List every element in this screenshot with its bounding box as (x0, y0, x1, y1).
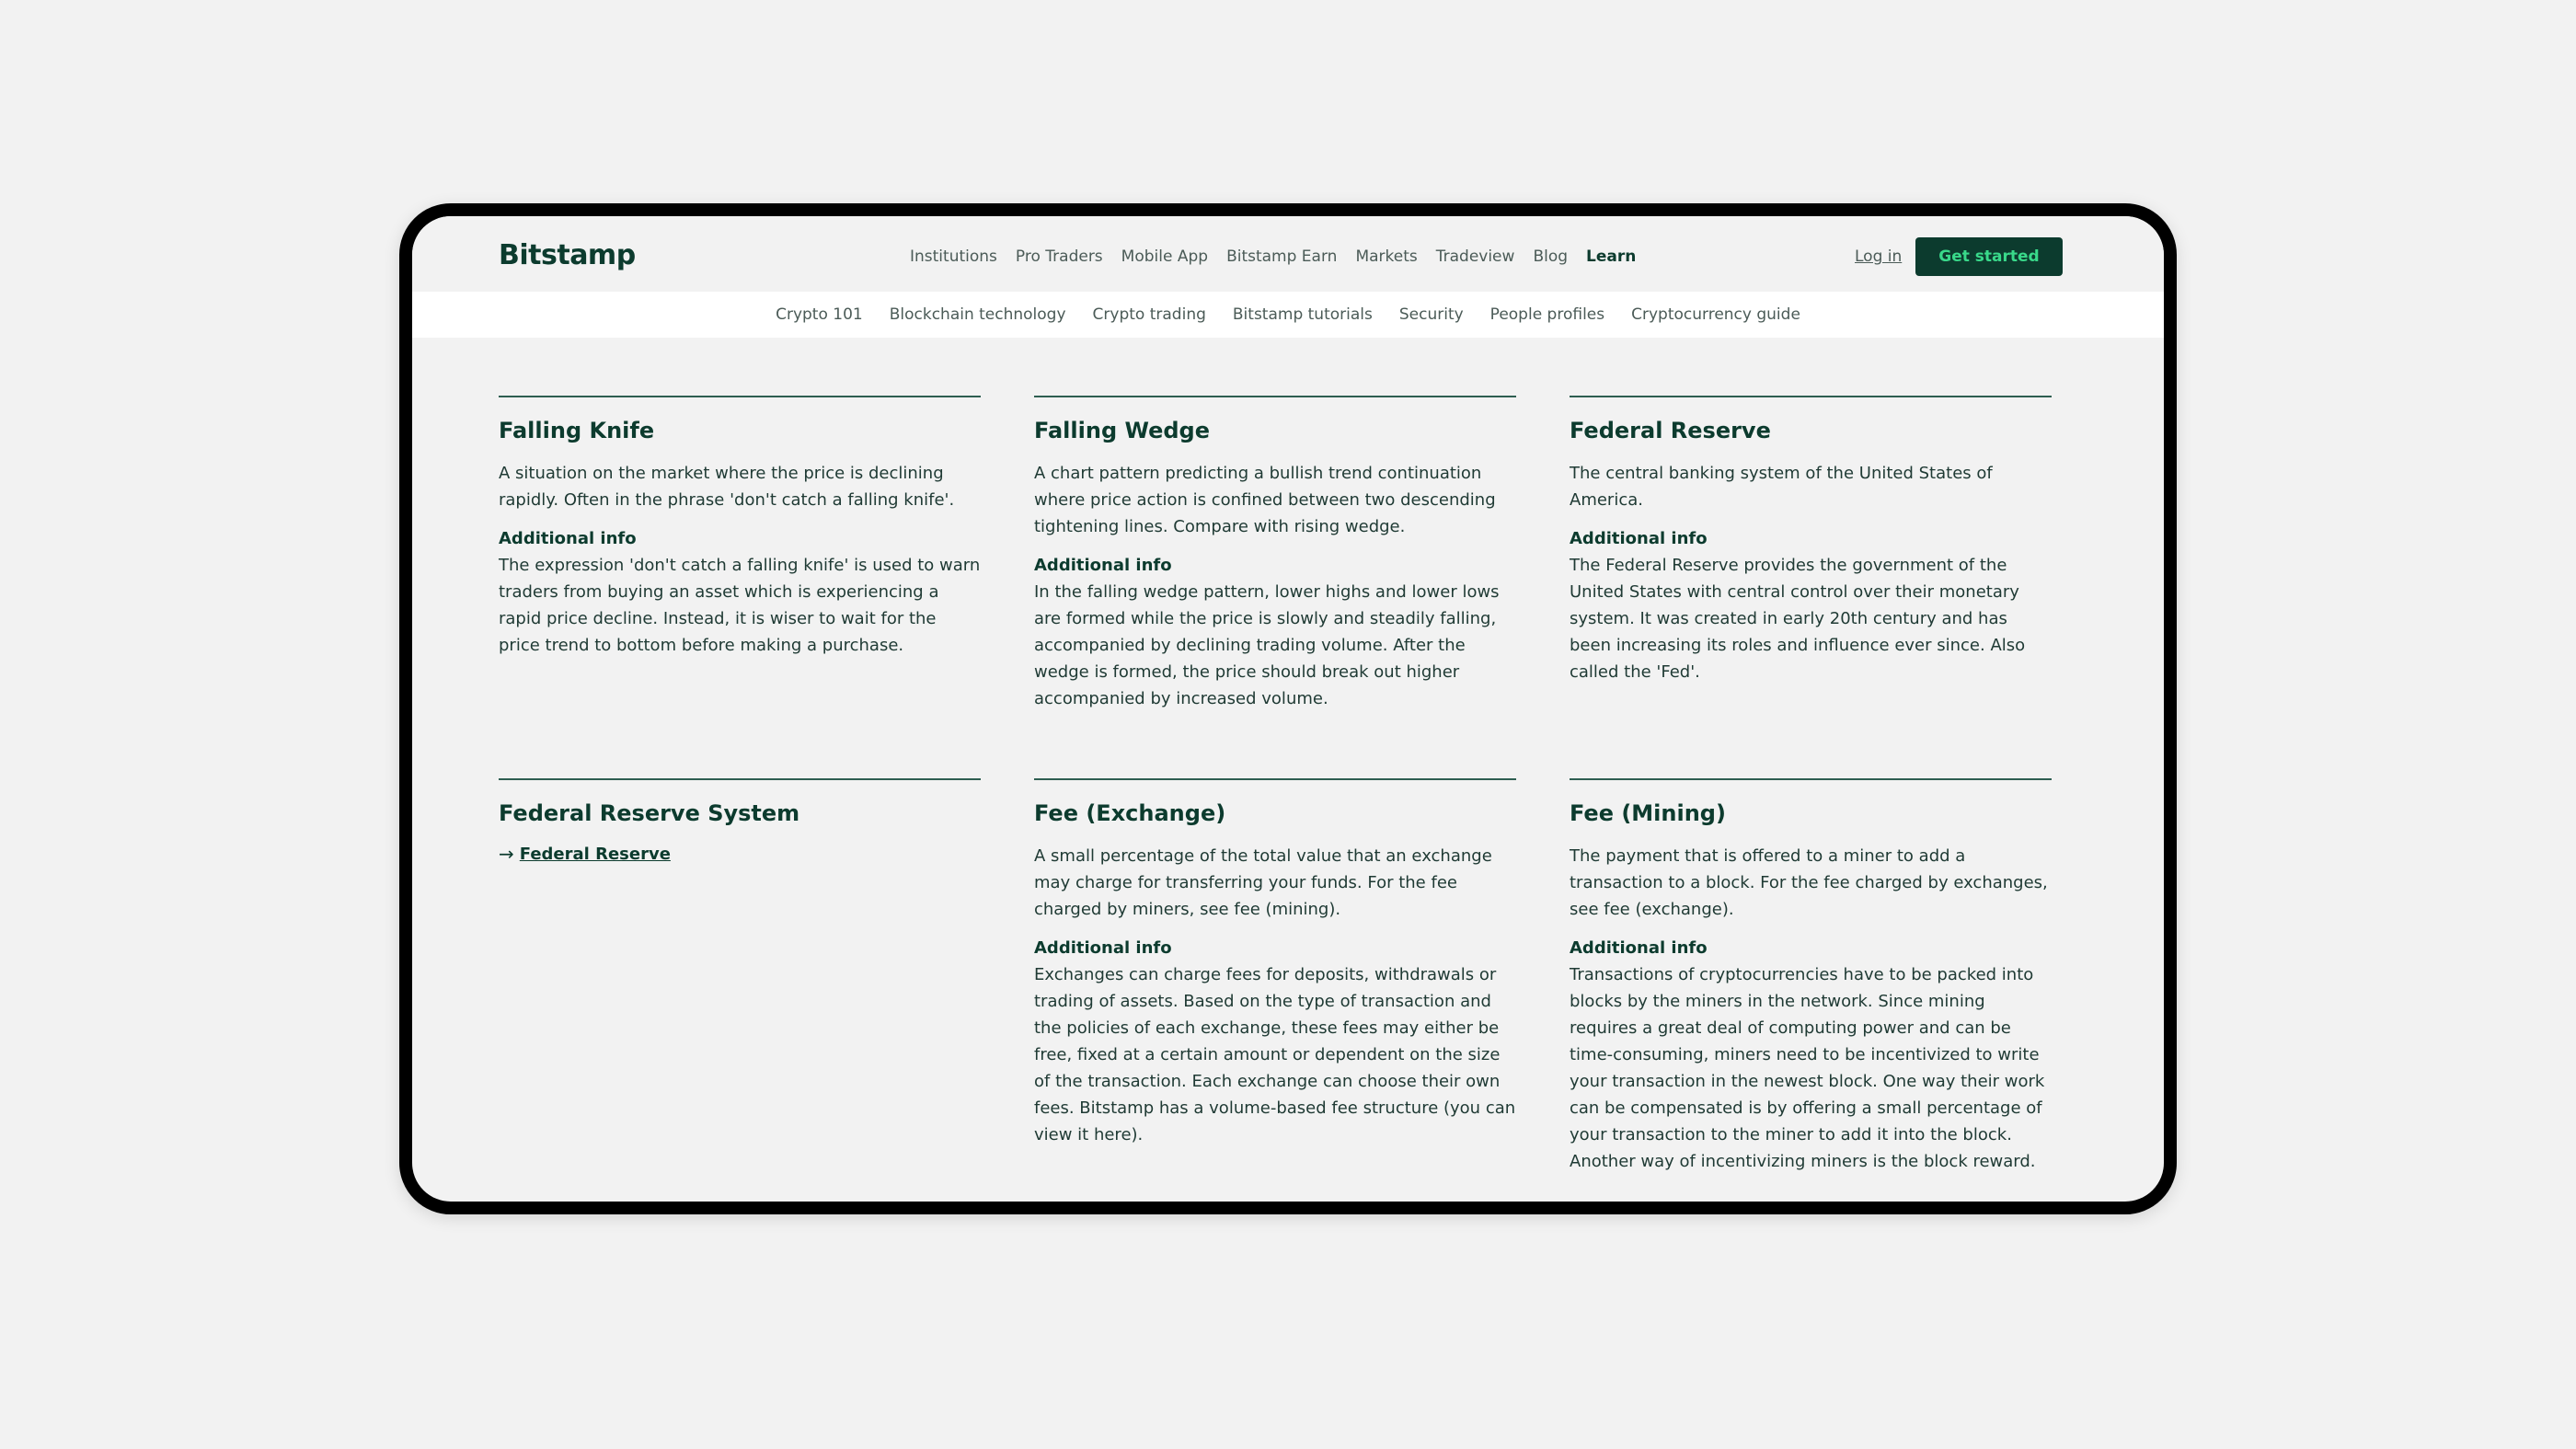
additional-info-heading: Additional info (499, 529, 637, 548)
entry-additional-info: The Federal Reserve provides the government of the United States with central control over their monetary system. It was created in early 20th century and has been increasing its roles and influence ever since. Also called the 'Fed'. (1570, 556, 2026, 682)
bitstamp-logo[interactable]: Bitstamp (499, 239, 636, 271)
entry-term: Federal Reserve (1570, 418, 1771, 443)
nav-item-institutions[interactable]: Institutions (910, 247, 997, 266)
arrow-right-icon: → (499, 843, 514, 865)
entry-term: Fee (Mining) (1570, 800, 1726, 826)
subnav-item-bitstamp-tutorials[interactable]: Bitstamp tutorials (1232, 305, 1373, 324)
entry-additional-info: Exchanges can charge fees for deposits, withdrawals or trading of assets. Based on the type of transaction and the policies of each exchange, these fees may either be free, fixed at a certain amount or dependent on the size of the transaction. Each exchange can choose their own fees. Bitstamp has a volume-based fee structure (you can view it here). (1034, 965, 1516, 1144)
entry-additional-info: Transactions of cryptocurrencies have to be packed into blocks by the miners in the network. Since mining requires a great deal of computing power and can be time-consuming, miners need to be incentivized to write your transaction in the newest block. One way their work can be compensated is by offering a small percentage of your transaction to the miner to add it into the block. Another way of incentivizing miners is the block reward. (1570, 965, 2045, 1171)
nav-item-bitstamp-earn[interactable]: Bitstamp Earn (1226, 247, 1338, 266)
subnav-item-blockchain-technology[interactable]: Blockchain technology (889, 305, 1066, 324)
entry-additional-info: The expression 'don't catch a falling knife' is used to warn traders from buying an asset which is experiencing a rapid price decline. Instead, it is wiser to wait for the price trend to bottom before making a purchase. (499, 556, 981, 655)
additional-info-heading: Additional info (1570, 938, 1708, 958)
nav-item-learn[interactable]: Learn (1586, 247, 1637, 266)
glossary-entry-fee-exchange (1034, 778, 1516, 1148)
glossary-entry-federal-reserve (1570, 396, 2052, 685)
subnav-item-cryptocurrency-guide[interactable]: Cryptocurrency guide (1631, 305, 1800, 324)
entry-term: Federal Reserve System (499, 800, 800, 826)
entry-definition: A chart pattern predicting a bullish trend continuation where price action is confined between two descending tightening lines. Compare with rising wedge. (1034, 464, 1496, 536)
nav-item-markets[interactable]: Markets (1355, 247, 1418, 266)
see-also (499, 843, 981, 865)
entry-term: Fee (Exchange) (1034, 800, 1226, 826)
entry-term: Falling Knife (499, 418, 655, 443)
nav-item-pro-traders[interactable]: Pro Traders (1015, 247, 1103, 266)
see-also-link[interactable]: Federal Reserve (519, 844, 671, 864)
nav-item-mobile-app[interactable]: Mobile App (1121, 247, 1209, 266)
subnav-item-crypto-trading[interactable]: Crypto trading (1092, 305, 1206, 324)
subnav-item-crypto-101[interactable]: Crypto 101 (776, 305, 863, 324)
glossary-entry-fee-mining (1570, 778, 2052, 1175)
glossary-entry-falling-wedge (1034, 396, 1516, 712)
top-navigation (412, 216, 2164, 292)
nav-item-blog[interactable]: Blog (1533, 247, 1569, 266)
login-link[interactable]: Log in (1855, 247, 1903, 266)
glossary-entry-federal-reserve-system (499, 778, 981, 865)
entry-additional-info: In the falling wedge pattern, lower highs and lower lows are formed while the price is slowly and steadily falling, accompanied by declining trading volume. After the wedge is formed, the price should break out higher accompanied by increased volume. (1034, 582, 1500, 708)
device-frame (399, 203, 2177, 1214)
additional-info-heading: Additional info (1570, 529, 1708, 548)
get-started-button[interactable]: Get started (1915, 237, 2063, 276)
subnav-item-people-profiles[interactable]: People profiles (1489, 305, 1605, 324)
entry-definition: A small percentage of the total value that an exchange may charge for transferring your funds. For the fee charged by miners, see fee (mining). (1034, 846, 1492, 919)
main-nav (910, 247, 1636, 266)
entry-definition: The central banking system of the United States of America. (1570, 464, 1993, 510)
entry-definition: The payment that is offered to a miner to add a transaction to a block. For the fee charged by exchanges, see fee (exchange). (1570, 846, 2048, 919)
entry-term: Falling Wedge (1034, 418, 1211, 443)
entry-definition: A situation on the market where the price is declining rapidly. Often in the phrase 'don't catch a falling knife'. (499, 464, 955, 510)
nav-item-tradeview[interactable]: Tradeview (1435, 247, 1515, 266)
glossary-entry-falling-knife (499, 396, 981, 659)
subnav-item-security[interactable]: Security (1398, 305, 1464, 324)
additional-info-heading: Additional info (1034, 938, 1172, 958)
additional-info-heading: Additional info (1034, 556, 1172, 575)
learn-subnav (412, 292, 2164, 338)
